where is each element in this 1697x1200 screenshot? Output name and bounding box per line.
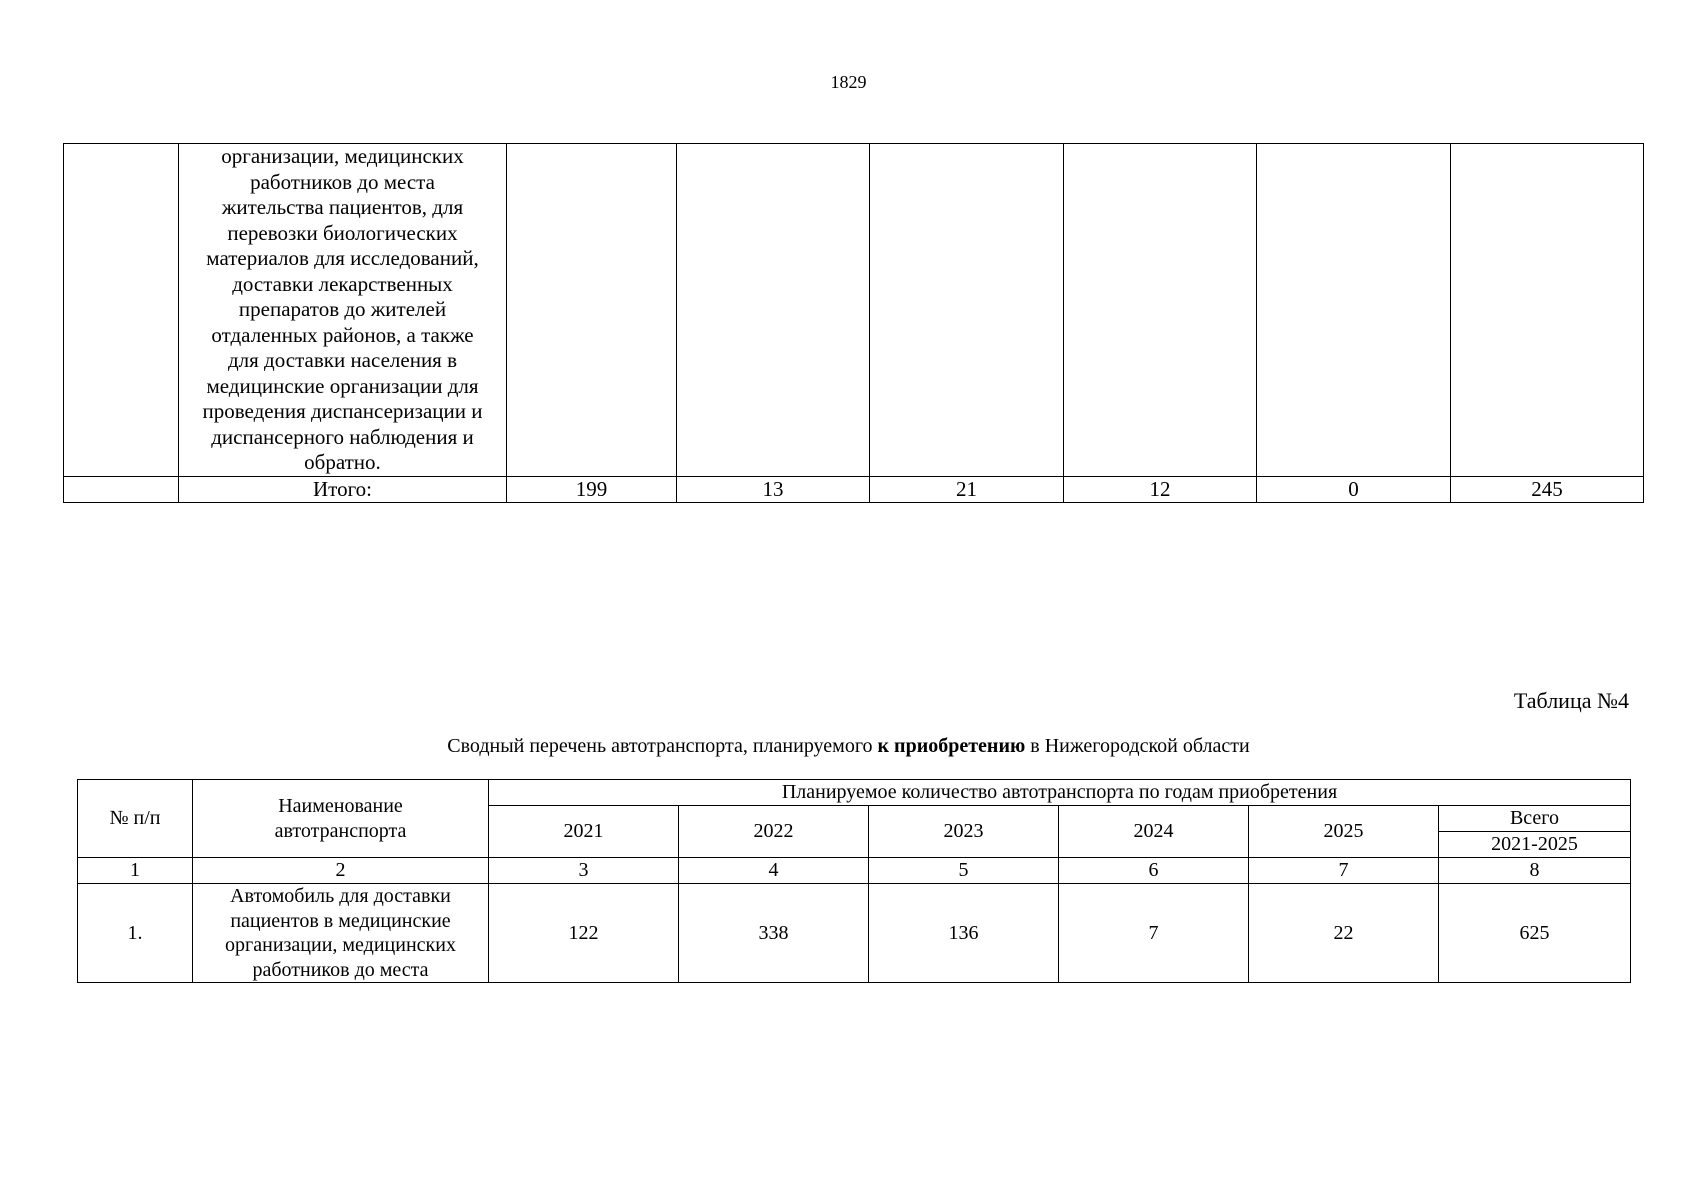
table-caption — [0, 735, 1697, 758]
empty-cell — [507, 144, 677, 477]
description-line: медицинские организации для — [206, 373, 479, 398]
description-line: перевозки биологических — [227, 220, 458, 245]
header-name-line: автотранспорта — [274, 819, 407, 842]
column-number: 7 — [1249, 858, 1439, 884]
header-year-2024: 2024 — [1059, 806, 1249, 858]
caption-text-bold: к приобретению — [877, 735, 1026, 757]
empty-cell — [1451, 144, 1644, 477]
header-total-range: 2021-2025 — [1439, 832, 1631, 858]
description-line: работников до места — [250, 169, 435, 194]
column-number-row — [78, 858, 1631, 884]
table-4 — [77, 779, 1631, 983]
description-line: обратно. — [304, 450, 381, 474]
description-line: материалов для исследований, — [206, 246, 479, 270]
description-line: для доставки населения в — [227, 348, 458, 372]
empty-num-cell — [64, 476, 179, 503]
total-value-1: 199 — [507, 476, 677, 503]
total-value-5: 0 — [1257, 476, 1451, 503]
description-line: доставки лекарственных — [232, 271, 453, 296]
header-name-line: Наименование — [278, 795, 403, 817]
caption-text-after: в Нижегородской области — [1025, 735, 1250, 757]
total-value-4: 12 — [1064, 476, 1257, 503]
table-row — [64, 144, 1644, 477]
row-value-2024: 7 — [1059, 884, 1249, 983]
column-number: 3 — [489, 858, 679, 884]
empty-cell — [1064, 144, 1257, 477]
header-row — [78, 780, 1631, 806]
header-total: Всего — [1439, 806, 1631, 832]
column-number: 1 — [78, 858, 193, 884]
total-value-3: 21 — [870, 476, 1064, 503]
column-number: 4 — [679, 858, 869, 884]
column-number: 5 — [869, 858, 1059, 884]
description-lines — [179, 144, 506, 476]
row-value-2025: 22 — [1249, 884, 1439, 983]
empty-cell — [870, 144, 1064, 477]
caption-text-before: Сводный перечень автотранспорта, планируемого — [447, 735, 878, 757]
table-row — [78, 884, 1631, 983]
description-line: жительства пациентов, для — [221, 195, 464, 219]
row-name-line: пациентов в медицинские — [230, 909, 451, 932]
description-line: диспансерного наблюдения и — [211, 424, 474, 449]
total-value-6: 245 — [1451, 476, 1644, 503]
empty-num-cell — [64, 144, 179, 477]
total-label: Итого: — [179, 476, 507, 503]
description-line: организации, медицинских — [221, 144, 464, 168]
header-group: Планируемое количество автотранспорта по годам приобретения — [489, 780, 1631, 806]
empty-cell — [1257, 144, 1451, 477]
page-number: 1829 — [830, 72, 867, 92]
header-year-2022: 2022 — [679, 806, 869, 858]
header-year-2025: 2025 — [1249, 806, 1439, 858]
total-row — [64, 476, 1644, 503]
row-value-total: 625 — [1439, 884, 1631, 983]
description-line: препаратов до жителей — [238, 297, 447, 321]
row-value-2023: 136 — [869, 884, 1059, 983]
table-number-label: Таблица №4 — [1513, 688, 1629, 713]
row-value-2022: 338 — [679, 884, 869, 983]
column-number: 8 — [1439, 858, 1631, 884]
description-line: проведения диспансеризации и — [202, 399, 483, 423]
header-name — [193, 780, 489, 858]
row-name — [193, 884, 489, 983]
empty-cell — [677, 144, 870, 477]
header-year-2021: 2021 — [489, 806, 679, 858]
vehicle-purpose-description — [179, 144, 507, 477]
total-value-2: 13 — [677, 476, 870, 503]
row-name-line: Автомобиль для доставки — [230, 885, 451, 907]
header-year-2023: 2023 — [869, 806, 1059, 858]
header-num: № п/п — [78, 780, 193, 858]
column-number: 6 — [1059, 858, 1249, 884]
table-3-continuation — [63, 143, 1644, 503]
row-name-line: работников до места — [252, 958, 429, 981]
row-name-line: организации, медицинских — [225, 934, 456, 956]
row-value-2021: 122 — [489, 884, 679, 983]
column-number: 2 — [193, 858, 489, 884]
row-num: 1. — [78, 884, 193, 983]
description-line: отдаленных районов, а также — [211, 322, 474, 347]
